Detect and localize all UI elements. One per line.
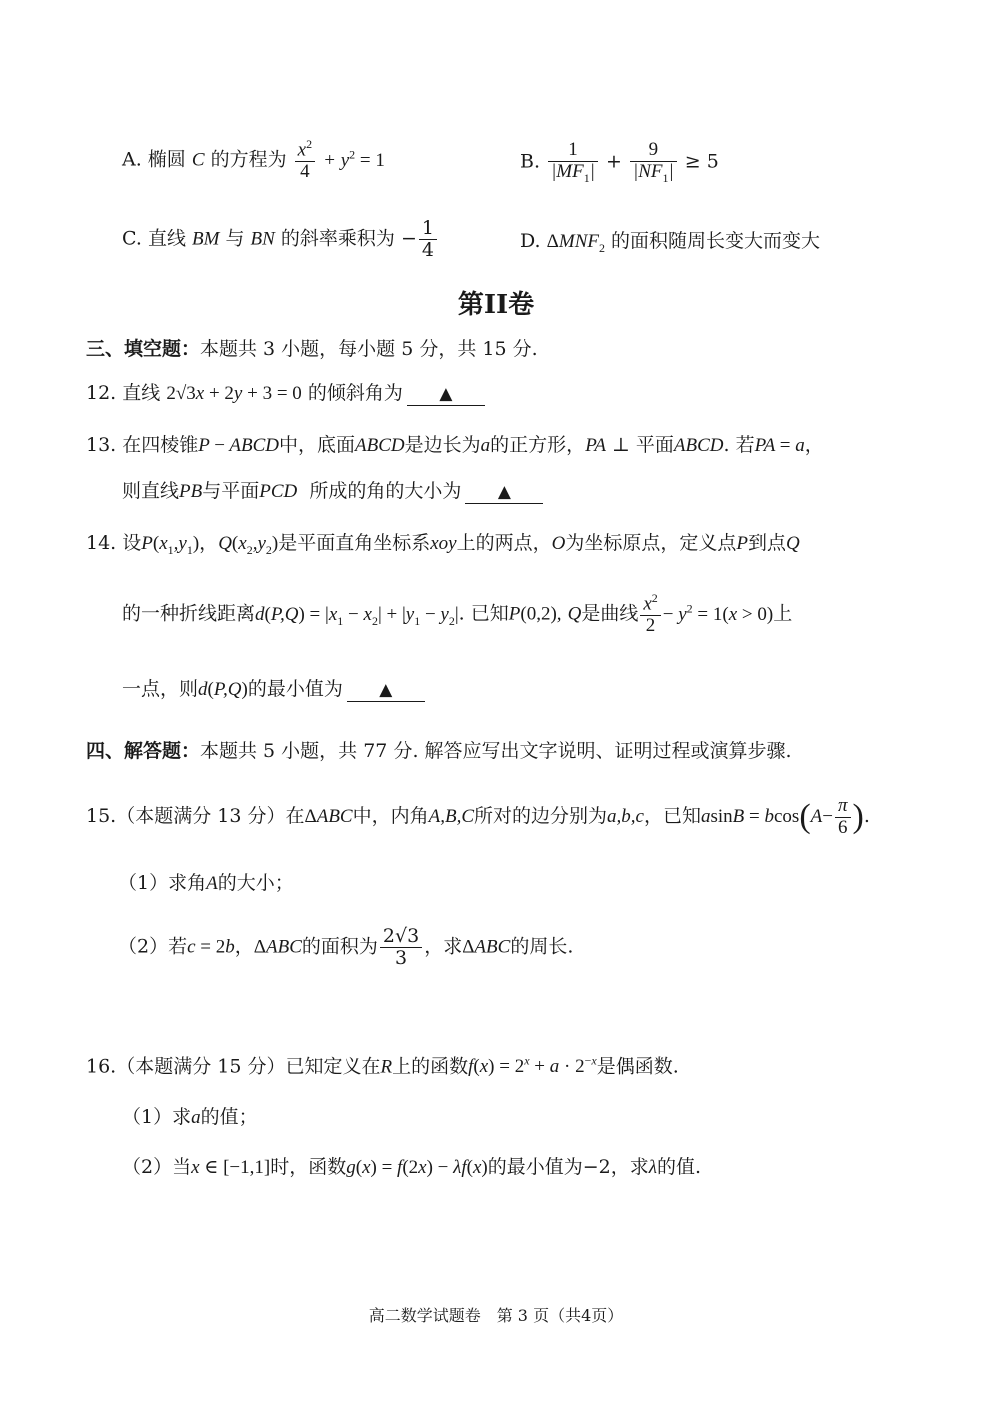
- question-16-part2: （2）当x ∈ [−1,1]时，函数g(x) = f(2x) − λf(x)的最小值为−2，求λ的值.: [122, 1156, 702, 1178]
- option-a: A. 椭圆 C 的方程为 $\frac{x^2}{4}$ + $y^2 = 1$: [122, 137, 385, 183]
- question-12: 12. 直线 2√3x + 2y + 3 = 0 的倾斜角为 ▲: [86, 382, 485, 406]
- option-b: B. $\frac{1}{|MF_1|}$ + $\frac{9}{|NF_1|}$ ≥ 5: [520, 139, 719, 185]
- question-15-part2: （2）若c = 2b，ΔABC的面积为 $\frac{2√3}{3}$ ，求ΔABC的周长.: [118, 925, 574, 969]
- question-14-line2: 的一种折线距离$d(P,Q) = |x_1 - x_2| + |y_1 - y_2|$. 已知P(0,2), Q是曲线 $\frac{x^2}{2}$ − $y^2 = 1(x > 0)$上: [122, 591, 793, 637]
- answer-blank[interactable]: ▲: [347, 678, 425, 702]
- answer-blank[interactable]: ▲: [407, 382, 485, 406]
- section4-header: 四、解答题：本题共 5 小题，共 77 分. 解答应写出文字说明、证明过程或演算步骤.: [86, 740, 792, 762]
- option-c: C. 直线 BM 与 BN 的斜率乘积为 − $\frac{1}{4}$: [122, 218, 439, 261]
- page-footer: 高二数学试题卷 第 3 页（共4页）: [368, 1306, 624, 1325]
- question-15-part1: （1）求角A的大小；: [118, 872, 294, 894]
- question-14-line3: 一点，则d(P,Q)的最小值为 ▲: [122, 678, 425, 702]
- section-title: 第II卷: [457, 290, 535, 320]
- question-16-part1: （1）求a的值；: [122, 1106, 258, 1128]
- option-d: D. $\Delta MNF_2$ 的面积随周长变大而变大: [520, 230, 821, 255]
- section3-header: 三、填空题：本题共 3 小题，每小题 5 分，共 15 分.: [86, 338, 538, 360]
- question-13-line2: 则直线PB与平面PCD 所成的角的大小为 ▲: [122, 480, 543, 504]
- question-13-line1: 13. 在四棱锥P − ABCD中，底面ABCD是边长为a的正方形，PA ⊥ 平面ABCD. 若PA = a，: [86, 434, 824, 456]
- question-16: 16.（本题满分 15 分）已知定义在R上的函数$f(x) = 2^x + a \cdot 2^{-x}$是偶函数.: [86, 1054, 679, 1078]
- question-14-line1: 14. 设$P(x_1,y_1)$，$Q(x_2,y_2)$是平面直角坐标系xoy上的两点，O为坐标原点，定义点P到点Q: [86, 532, 800, 557]
- question-15: 15.（本题满分 13 分）在ΔABC中，内角A,B,C所对的边分别为a,b,c，已知asinB = bcos(A− $\frac{\pi}{6}$ ).: [86, 795, 870, 838]
- answer-blank[interactable]: ▲: [465, 480, 543, 504]
